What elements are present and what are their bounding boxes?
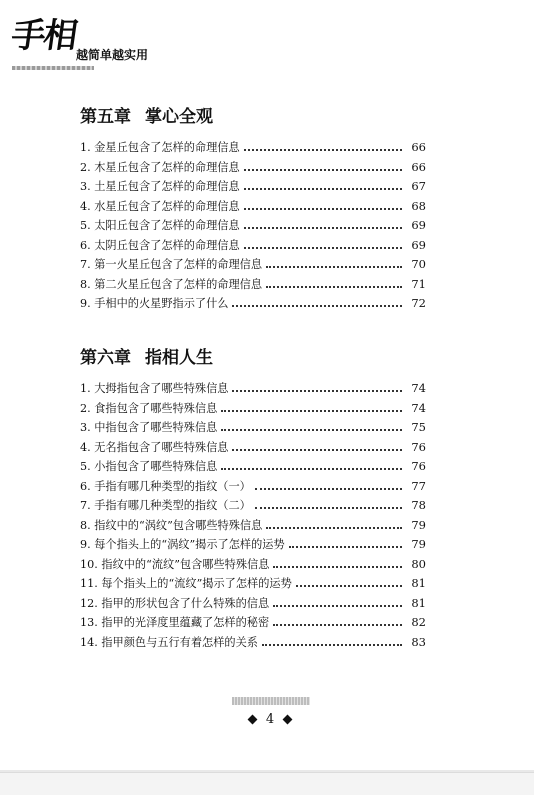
toc-entry-title: 7. 手指有哪几种类型的指纹（二） (80, 499, 251, 512)
diamond-icon (283, 714, 293, 724)
toc-entry[interactable] (80, 555, 426, 575)
toc-list (80, 138, 426, 314)
page-number (230, 710, 310, 728)
dot-leader (232, 389, 402, 392)
toc-entry[interactable] (80, 633, 426, 653)
toc-entry-title: 9. 每个指头上的“涡纹”揭示了怎样的运势 (80, 538, 285, 551)
toc-entry-page: 79 (411, 537, 426, 551)
dot-leader (232, 448, 402, 451)
dot-leader (289, 545, 402, 548)
toc-entry[interactable] (80, 379, 426, 399)
toc-entry-page: 78 (411, 498, 426, 512)
chapter-title (80, 104, 426, 130)
toc-entry-page: 83 (411, 634, 426, 649)
dot-leader (255, 487, 402, 490)
toc-entry[interactable] (80, 574, 426, 594)
toc-entry-title: 8. 第二火星丘包含了怎样的命理信息 (80, 277, 263, 291)
toc-entry-page: 70 (411, 257, 426, 271)
toc-entry[interactable] (80, 236, 426, 256)
chapter-6 (80, 345, 426, 652)
toc-entry[interactable] (80, 516, 426, 536)
toc-entry-title: 6. 手指有哪几种类型的指纹（一） (80, 479, 251, 493)
toc-entry[interactable] (80, 613, 426, 633)
dot-leader (244, 168, 402, 171)
toc-entry-title: 12. 指甲的形状包含了什么特殊的信息 (80, 596, 270, 610)
toc-list (80, 379, 426, 652)
toc-entry[interactable] (80, 294, 426, 314)
page-number-label: 4 (265, 711, 275, 727)
toc-entry[interactable] (80, 158, 426, 178)
toc-entry[interactable] (80, 477, 426, 497)
toc-entry-title: 6. 太阴丘包含了怎样的命理信息 (80, 238, 240, 252)
toc-entry-title: 1. 大拇指包含了哪些特殊信息 (80, 382, 229, 395)
dot-leader (266, 526, 402, 529)
toc-entry[interactable] (80, 177, 426, 197)
toc-entry-title: 4. 水星丘包含了怎样的命理信息 (80, 199, 240, 213)
toc-entry-page: 81 (411, 595, 426, 610)
toc-entry-page: 68 (411, 198, 426, 213)
toc-entry-title: 2. 食指包含了哪些特殊信息 (80, 401, 218, 415)
toc-entry[interactable] (80, 275, 426, 295)
toc-entry-page: 81 (411, 576, 426, 590)
toc-entry-title: 14. 指甲颜色与五行有着怎样的关系 (80, 635, 258, 649)
toc-entry-title: 9. 手相中的火星野指示了什么 (80, 297, 229, 310)
toc-entry-page: 67 (411, 179, 426, 193)
dot-leader (244, 246, 402, 249)
toc-entry-page: 69 (411, 237, 426, 252)
toc-entry-title: 5. 小指包含了哪些特殊信息 (80, 460, 218, 473)
dot-leader (273, 565, 402, 568)
toc-entry[interactable] (80, 594, 426, 614)
toc-entry-page: 66 (411, 140, 426, 154)
toc-entry-title: 10. 指纹中的“流纹”包含哪些特殊信息 (80, 557, 270, 571)
footer-watermark (232, 697, 310, 705)
toc-entry-title: 1. 金星丘包含了怎样的命理信息 (80, 141, 240, 154)
toc-entry-page: 74 (411, 381, 426, 395)
toc-entry-title: 3. 土星丘包含了怎样的命理信息 (80, 180, 240, 193)
dot-leader (296, 584, 402, 587)
toc-entry-page: 74 (411, 400, 426, 415)
toc-entry-page: 75 (411, 420, 426, 434)
toc-entry[interactable] (80, 138, 426, 158)
toc-entry-page: 66 (411, 159, 426, 174)
dot-leader (262, 643, 402, 646)
diamond-icon (247, 714, 257, 724)
book-header (8, 8, 192, 72)
toc-entry-page: 76 (411, 439, 426, 454)
dot-leader (266, 285, 402, 288)
header-decoration (12, 66, 94, 70)
toc-entry-page: 77 (411, 478, 426, 493)
toc-entry[interactable] (80, 496, 426, 516)
toc-entry-page: 80 (411, 556, 426, 571)
toc-entry-page: 71 (411, 276, 426, 291)
toc-entry[interactable] (80, 535, 426, 555)
chapter-title (80, 345, 426, 371)
toc-entry-title: 7. 第一火星丘包含了怎样的命理信息 (80, 258, 263, 271)
dot-leader (273, 604, 402, 607)
dot-leader (266, 265, 402, 268)
book-subtitle: 越简单越实用 (76, 48, 149, 62)
toc-entry-title: 3. 中指包含了哪些特殊信息 (80, 421, 218, 434)
toc-entry-page: 69 (411, 218, 426, 232)
toc-entry[interactable] (80, 255, 426, 275)
chapter-5 (80, 104, 426, 314)
chapter-name: 掌心全观 (145, 107, 213, 127)
chapter-number: 第六章 (80, 348, 131, 368)
chapter-number: 第五章 (80, 107, 131, 127)
chapter-name: 指相人生 (145, 348, 213, 368)
toc-entry[interactable] (80, 216, 426, 236)
toc-entry[interactable] (80, 197, 426, 217)
toc-entry-page: 76 (411, 459, 426, 473)
dot-leader (244, 187, 402, 190)
toc-entry[interactable] (80, 418, 426, 438)
toc-entry-title: 4. 无名指包含了哪些特殊信息 (80, 440, 229, 454)
dot-leader (244, 207, 402, 210)
dot-leader (221, 409, 402, 412)
toc-entry[interactable] (80, 457, 426, 477)
toc-entry-title: 11. 每个指头上的“流纹”揭示了怎样的运势 (80, 577, 292, 590)
toc-entry-title: 5. 太阳丘包含了怎样的命理信息 (80, 219, 240, 232)
toc-entry-page: 79 (411, 517, 426, 532)
toc-entry-page: 72 (411, 296, 426, 310)
dot-leader (255, 506, 402, 509)
dot-leader (244, 226, 402, 229)
dot-leader (273, 623, 402, 626)
toc-entry-title: 8. 指纹中的“涡纹”包含哪些特殊信息 (80, 518, 263, 532)
dot-leader (221, 467, 402, 470)
toc-entry[interactable] (80, 438, 426, 458)
dot-leader (232, 304, 402, 307)
toc-entry[interactable] (80, 399, 426, 419)
toc-entry-title: 2. 木星丘包含了怎样的命理信息 (80, 160, 240, 174)
toc-entry-title: 13. 指甲的光泽度里蕴藏了怎样的秘密 (80, 616, 270, 629)
dot-leader (244, 148, 402, 151)
book-title: 手相 (8, 16, 79, 56)
toc-entry-page: 82 (411, 615, 426, 629)
dot-leader (221, 428, 402, 431)
next-page-edge (0, 772, 534, 795)
